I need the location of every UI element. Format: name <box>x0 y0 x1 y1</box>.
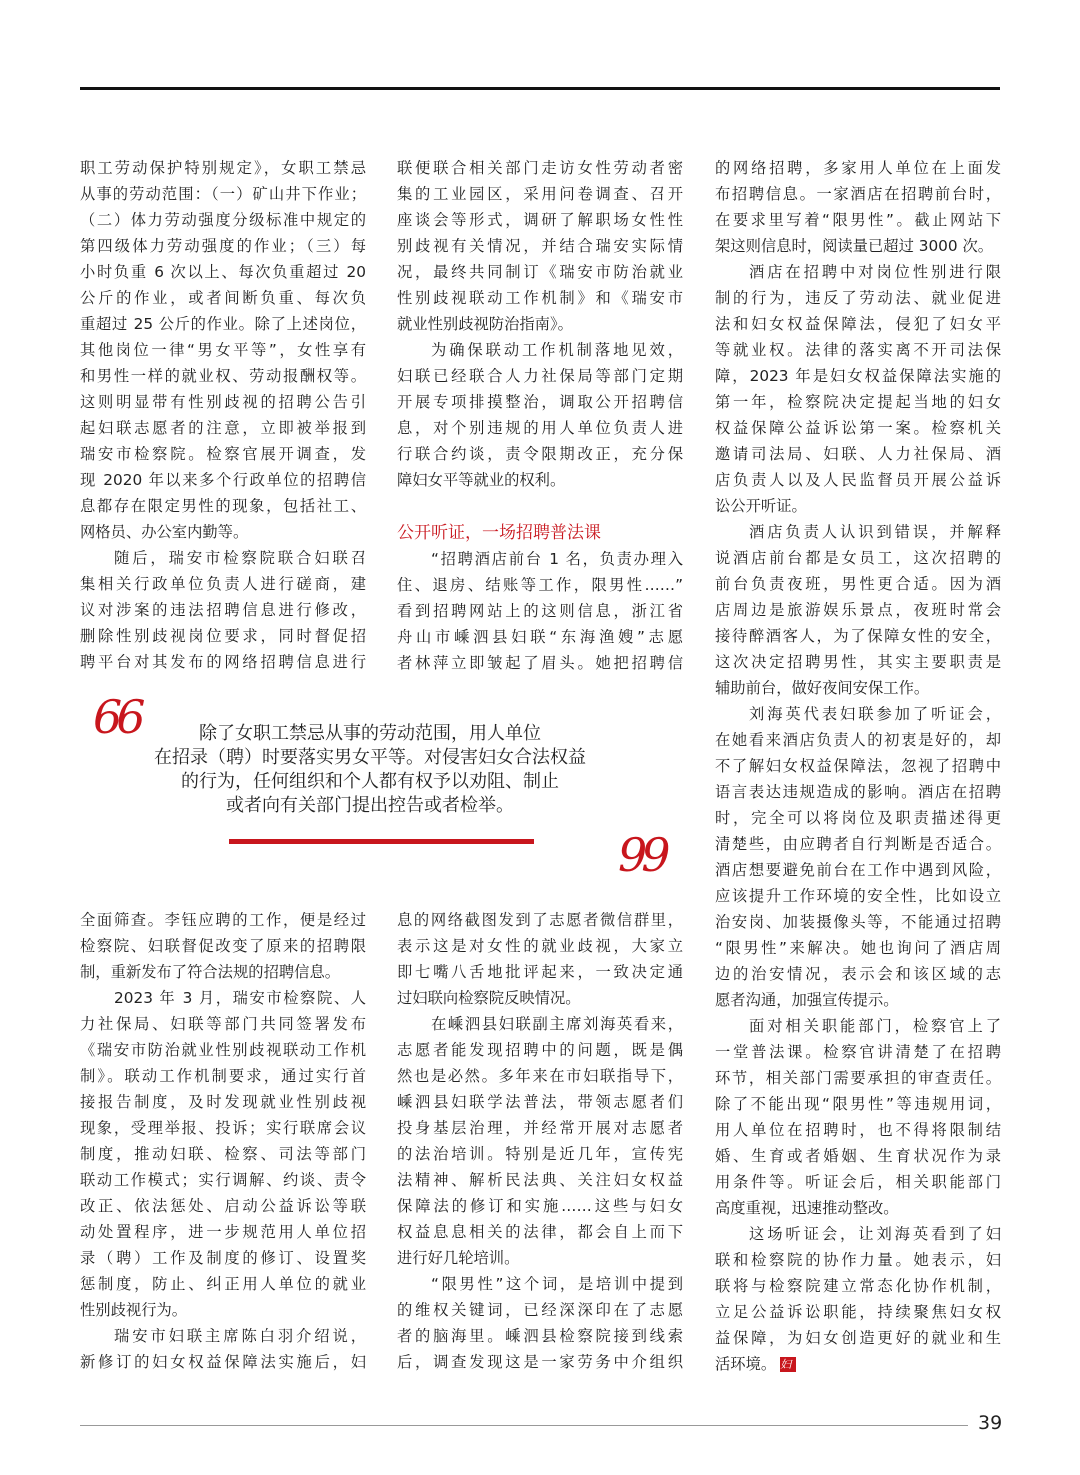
text-line <box>397 155 683 181</box>
paragraph <box>397 155 683 337</box>
text-line-content: 职工劳动保护特别规定》，女职工禁忌 <box>80 159 366 177</box>
text-line <box>397 1271 683 1297</box>
text-line <box>715 961 1001 987</box>
text-line <box>397 985 683 1011</box>
paragraph <box>715 1221 1001 1377</box>
text-line <box>80 959 366 985</box>
text-line-content: 从事的劳动范围：（一）矿山井下作业； <box>80 185 366 203</box>
text-line-content: 然也是必然。多年来在市妇联指导下， <box>397 1067 683 1085</box>
text-line-content: 语言表达违规造成的影响。酒店在招聘 <box>715 783 1001 801</box>
text-line <box>80 389 366 415</box>
text-line-content: 性别歧视行为。 <box>80 1301 188 1319</box>
text-line <box>80 519 366 545</box>
text-line-content: 制》。联动工作机制要求，通过实行首 <box>80 1067 366 1085</box>
text-line-content: 后，调查发现这是一家劳务中介组织 <box>397 1353 683 1371</box>
text-line-content: 布招聘信息。一家酒店在招聘前台时， <box>715 185 1001 203</box>
text-line <box>715 155 1001 181</box>
text-line <box>397 933 683 959</box>
text-line <box>80 571 366 597</box>
text-line <box>397 415 683 441</box>
text-line-content: 公斤的作业，或者间断负重、每次负 <box>80 289 366 307</box>
text-line <box>397 259 683 285</box>
text-line-content: 环节，相关部门需要承担的审查责任。 <box>715 1069 1001 1087</box>
paragraph <box>397 546 683 676</box>
text-line <box>715 441 1001 467</box>
text-line <box>397 624 683 650</box>
text-line-content: 2023 年 3 月，瑞安市检察院、人 <box>114 989 366 1007</box>
text-line-content: 用条件等。听证会后，相关职能部门 <box>715 1173 1001 1191</box>
text-line <box>397 1245 683 1271</box>
column-1-bottom <box>80 907 366 1375</box>
text-line <box>715 311 1001 337</box>
text-line <box>715 1273 1001 1299</box>
text-line <box>80 467 366 493</box>
page-number: 39 <box>978 1412 1003 1434</box>
text-line-content: 开展专项排摸整治，调取公开招聘信 <box>397 393 683 411</box>
text-line <box>715 883 1001 909</box>
text-line-content: 瑞安市检察院。检察官展开调查，发 <box>80 445 366 463</box>
text-line-content: 用人单位在招聘时，也不得将限制结 <box>715 1121 1001 1139</box>
open-quote-icon: 66 <box>93 690 140 744</box>
text-line <box>397 1037 683 1063</box>
text-line-content: 者的脑海里。嵊泗县检察院接到线索 <box>397 1327 683 1345</box>
text-line-content: 制的行为，违反了劳动法、就业促进 <box>715 289 1001 307</box>
text-line <box>397 598 683 624</box>
text-line-content: 法精神、解析民法典、关注妇女权益 <box>397 1171 683 1189</box>
text-line-content: 删除性别歧视岗位要求，同时督促招 <box>80 627 366 645</box>
text-line-content: 制，重新发布了符合法规的招聘信息。 <box>80 963 341 981</box>
pull-quote-divider <box>229 839 534 844</box>
text-line <box>715 363 1001 389</box>
text-line <box>397 650 683 676</box>
text-line <box>715 1143 1001 1169</box>
text-line <box>80 1167 366 1193</box>
text-line <box>715 1221 1001 1247</box>
text-line-content: 志愿者能发现招聘中的问题，既是偶 <box>397 1041 683 1059</box>
text-line-content: 权益息息相关的法律，都会自上而下 <box>397 1223 683 1241</box>
paragraph <box>397 1271 683 1375</box>
text-line <box>80 1349 366 1375</box>
text-line <box>397 1089 683 1115</box>
text-line <box>397 337 683 363</box>
text-line <box>715 545 1001 571</box>
text-line <box>715 857 1001 883</box>
text-line <box>715 935 1001 961</box>
text-line-content: 这次决定招聘男性，其实主要职责是 <box>715 653 1001 671</box>
text-line-content: 全面筛查。李钰应聘的工作，便是经过 <box>80 911 366 929</box>
text-line-content: 权益保障公益诉讼第一案。检察机关 <box>715 419 1001 437</box>
text-line-content: 妇联已经联合人力社保局等部门定期 <box>397 367 683 385</box>
text-line-content: 联和检察院的协作力量。她表示，妇 <box>715 1251 1001 1269</box>
text-line <box>715 571 1001 597</box>
text-line <box>397 546 683 572</box>
text-line <box>715 805 1001 831</box>
text-line-content: 况，最终共同制订《瑞安市防治就业 <box>397 263 683 281</box>
text-line-content: 第一年，检察院决定提起当地的妇女 <box>715 393 1001 411</box>
text-line <box>397 1323 683 1349</box>
text-line-content: 集的工业园区，采用问卷调查、召开 <box>397 185 683 203</box>
pull-quote-text <box>120 722 620 818</box>
text-line <box>397 1297 683 1323</box>
text-line <box>80 1219 366 1245</box>
pull-quote-line: 的行为，任何组织和个人都有权予以劝阻、制止 <box>181 771 559 792</box>
text-line <box>80 441 366 467</box>
text-line-content: 起妇联志愿者的注意，立即被举报到 <box>80 419 366 437</box>
text-line-content: 说酒店前台都是女员工，这次招聘的 <box>715 549 1001 567</box>
text-line-content: 重超过 25 公斤的作业。除了上述岗位， <box>80 315 366 333</box>
text-line <box>80 259 366 285</box>
text-line <box>80 1193 366 1219</box>
text-line <box>715 1351 1001 1377</box>
text-line-content: 活环境。 <box>715 1355 777 1373</box>
text-line-content: 就业性别歧视防治指南》。 <box>397 315 573 333</box>
text-line-content: 小时负重 6 次以上、每次负重超过 20 <box>80 263 366 281</box>
text-line-content: 为确保联动工作机制落地见效， <box>431 341 683 359</box>
top-rule <box>80 87 1000 90</box>
text-line <box>715 1039 1001 1065</box>
text-line <box>715 1325 1001 1351</box>
text-line-content: 面对相关职能部门，检察官上了 <box>749 1017 1001 1035</box>
text-line-content: 接报告制度，及时发现就业性别歧视 <box>80 1093 366 1111</box>
column-3 <box>715 155 1001 1377</box>
text-line-content: 除了不能出现“限男性”等违规用词， <box>715 1095 1001 1113</box>
close-quote-icon: 99 <box>618 828 665 882</box>
text-line <box>397 1219 683 1245</box>
text-line <box>397 467 683 493</box>
text-line-content: 联便联合相关部门走访女性劳动者密 <box>397 159 683 177</box>
text-line <box>80 649 366 675</box>
text-line <box>715 779 1001 805</box>
text-line <box>80 933 366 959</box>
pull-quote-line: 或者向有关部门提出控告或者检举。 <box>226 795 514 816</box>
text-line <box>397 1167 683 1193</box>
text-line <box>715 597 1001 623</box>
text-line-content: 酒店负责人认识到错误，并解释 <box>749 523 1001 541</box>
text-line-content: 力社保局、妇联等部门共同签署发布 <box>80 1015 366 1033</box>
text-line <box>80 1089 366 1115</box>
text-line-content: 息的网络截图发到了志愿者微信群里， <box>397 911 683 929</box>
text-line-content: 投身基层治理，并经常开展对志愿者 <box>397 1119 683 1137</box>
text-line <box>715 649 1001 675</box>
text-line-content: 刘海英代表妇联参加了听证会， <box>749 705 1001 723</box>
text-line-content: 邀请司法局、妇联、人力社保局、酒 <box>715 445 1001 463</box>
paragraph <box>715 1013 1001 1221</box>
text-line-content: 这场听证会，让刘海英看到了妇 <box>749 1225 1001 1243</box>
text-line <box>715 415 1001 441</box>
text-line <box>397 907 683 933</box>
text-line-content: 动处置程序，进一步规范用人单位招 <box>80 1223 366 1241</box>
text-line <box>80 155 366 181</box>
text-line <box>397 959 683 985</box>
text-line <box>715 701 1001 727</box>
text-line-content: 瑞安市妇联主席陈白羽介绍说， <box>114 1327 366 1345</box>
text-line-content: 婚、生育或者婚姻、生育状况作为录 <box>715 1147 1001 1165</box>
text-line-content: 过妇联向检察院反映情况。 <box>397 989 581 1007</box>
text-line-content: 看到招聘网站上的这则信息，浙江省 <box>397 602 683 620</box>
text-line <box>80 985 366 1011</box>
text-line-content: 进行好几轮培训。 <box>397 1249 520 1267</box>
text-line <box>715 1065 1001 1091</box>
text-line <box>80 207 366 233</box>
paragraph <box>80 907 366 985</box>
text-line <box>715 233 1001 259</box>
text-line <box>715 1091 1001 1117</box>
text-line <box>397 1349 683 1375</box>
text-line <box>80 181 366 207</box>
paragraph <box>397 907 683 1011</box>
text-line-content: 立足公益诉讼职能，持续聚焦妇女权 <box>715 1303 1001 1321</box>
text-line-content: 录（聘）工作及制度的修订、设置奖 <box>80 1249 366 1267</box>
text-line <box>715 909 1001 935</box>
text-line-content: 集相关行政单位负责人进行磋商，建 <box>80 575 366 593</box>
paragraph <box>715 701 1001 1013</box>
text-line <box>397 1011 683 1037</box>
text-line <box>80 337 366 363</box>
text-line-content: 时，完全可以将岗位及职责描述得更 <box>715 809 1001 827</box>
text-line-content: 障，2023 年是妇女权益保障法实施的 <box>715 367 1001 385</box>
text-line-content: 息都存在限定男性的现象，包括社工、 <box>80 497 366 515</box>
text-line <box>80 233 366 259</box>
text-line <box>397 441 683 467</box>
text-line <box>715 285 1001 311</box>
column-2-top <box>397 155 683 676</box>
text-line-content: 议对涉案的违法招聘信息进行修改， <box>80 601 366 619</box>
text-line <box>715 831 1001 857</box>
text-line-content: 住、退房、结账等工作，限男性……” <box>397 576 683 594</box>
text-line-content: 制度，推动妇联、检察、司法等部门 <box>80 1145 366 1163</box>
text-line-content: 现象，受理举报、投诉；实行联席会议 <box>80 1119 366 1137</box>
paragraph <box>80 1323 366 1375</box>
text-line-content: 其他岗位一律“男女平等”，女性享有 <box>80 341 366 359</box>
text-line <box>715 467 1001 493</box>
text-line-content: 讼公开听证。 <box>715 497 807 515</box>
text-line-content: 性别歧视联动工作机制》和《瑞安市 <box>397 289 683 307</box>
text-line <box>715 753 1001 779</box>
text-line <box>715 493 1001 519</box>
text-line-content: 清楚些，由应聘者自行判断是否适合。 <box>715 835 1001 853</box>
text-line-content: 联动工作模式；实行调解、约谈、责令 <box>80 1171 366 1189</box>
text-line <box>80 545 366 571</box>
paragraph <box>715 155 1001 259</box>
text-line <box>80 493 366 519</box>
text-line-content: 接待醉酒客人，为了保障女性的安全， <box>715 627 1001 645</box>
end-mark-logo-icon: 妇 <box>780 1357 796 1372</box>
paragraph <box>715 519 1001 701</box>
text-line <box>715 727 1001 753</box>
paragraph <box>397 337 683 493</box>
text-line <box>397 363 683 389</box>
paragraph <box>715 259 1001 519</box>
text-line-content: 别歧视有关情况，并结合瑞安实际情 <box>397 237 683 255</box>
text-line <box>715 623 1001 649</box>
text-line <box>397 181 683 207</box>
text-line-content: 高度重视，迅速推动整改。 <box>715 1199 899 1217</box>
text-line-content: 益保障，为妇女创造更好的就业和生 <box>715 1329 1001 1347</box>
text-line <box>715 1169 1001 1195</box>
text-line-content: 即七嘴八舌地批评起来，一致决定通 <box>397 963 683 981</box>
text-line-content: 联将与检察院建立常态化协作机制， <box>715 1277 1001 1295</box>
text-line-content: 辅助前台，做好夜间安保工作。 <box>715 679 930 697</box>
text-line <box>715 389 1001 415</box>
text-line <box>715 519 1001 545</box>
footer-rule <box>80 1425 968 1426</box>
text-line <box>80 1271 366 1297</box>
text-line <box>397 311 683 337</box>
text-line-content: 和男性一样的就业权、劳动报酬权等。 <box>80 367 366 385</box>
text-line-content: 息，对个别违规的用人单位负责人进 <box>397 419 683 437</box>
text-line-content: 表示这是对女性的就业歧视，大家立 <box>397 937 683 955</box>
text-line-content: 店周边是旅游娱乐景点，夜班时常会 <box>715 601 1001 619</box>
text-line-content: 网格员、办公室内勤等。 <box>80 523 249 541</box>
text-line-content: （二）体力劳动强度分级标准中规定的 <box>80 211 366 229</box>
text-line-content: 在要求里写着“限男性”。截止网站下 <box>715 211 1001 229</box>
text-line-content: 酒店在招聘中对岗位性别进行限 <box>749 263 1001 281</box>
text-line <box>80 415 366 441</box>
text-line-content: 现 2020 年以来多个行政单位的招聘信 <box>80 471 366 489</box>
text-line <box>80 363 366 389</box>
text-line <box>715 207 1001 233</box>
text-line-content: 不了解妇女权益保障法，忽视了招聘中 <box>715 757 1001 775</box>
text-line <box>715 1299 1001 1325</box>
section-heading: 公开听证，一场招聘普法课 <box>397 523 601 543</box>
text-line-content: 这则明显带有性别歧视的招聘公告引 <box>80 393 366 411</box>
text-line-content: 行联合约谈，责令限期改正，充分保 <box>397 445 683 463</box>
text-line <box>397 572 683 598</box>
text-line-content: 一堂普法课。检察官讲清楚了在招聘 <box>715 1043 1001 1061</box>
text-line <box>397 1141 683 1167</box>
text-line <box>715 181 1001 207</box>
text-line-content: 边的治安情况，表示会和该区域的志 <box>715 965 1001 983</box>
text-line <box>80 623 366 649</box>
text-line <box>715 1117 1001 1143</box>
text-line-content: 应该提升工作环境的安全性，比如设立 <box>715 887 1001 905</box>
text-line <box>397 1115 683 1141</box>
text-line-content: 第四级体力劳动强度的作业；（三）每 <box>80 237 366 255</box>
column-2-bottom <box>397 907 683 1375</box>
text-line <box>715 1247 1001 1273</box>
text-line <box>397 389 683 415</box>
text-line-content: “限男性”来解决。她也询问了酒店周 <box>715 939 1001 957</box>
text-line-content: 保障法的修订和实施……这些与妇女 <box>397 1197 683 1215</box>
paragraph <box>80 155 366 545</box>
text-line-content: 者林萍立即皱起了眉头。她把招聘信 <box>397 654 683 672</box>
text-line-content: 治安岗、加装摄像头等，不能通过招聘 <box>715 913 1001 931</box>
text-line-content: 前台负责夜班，男性更合适。因为酒 <box>715 575 1001 593</box>
text-line-content: 的网络招聘，多家用人单位在上面发 <box>715 159 1001 177</box>
text-line-content: 在她看来酒店负责人的初衷是好的，却 <box>715 731 1001 749</box>
text-line <box>715 259 1001 285</box>
text-line <box>397 1063 683 1089</box>
paragraph <box>80 545 366 675</box>
text-line <box>715 1013 1001 1039</box>
text-line-content: 惩制度，防止、纠正用人单位的就业 <box>80 1275 366 1293</box>
text-line <box>397 207 683 233</box>
text-line-content: 舟山市嵊泗县妇联“东海渔嫂”志愿 <box>397 628 683 646</box>
text-line-content: 架这则信息时，阅读量已超过 3000 次。 <box>715 237 994 255</box>
text-line <box>80 907 366 933</box>
text-line-content: 在嵊泗县妇联副主席刘海英看来， <box>431 1015 683 1033</box>
text-line <box>715 1195 1001 1221</box>
text-line-content: 《瑞安市防治就业性别歧视联动工作机 <box>80 1041 366 1059</box>
text-line-content: 店负责人以及人民监督员开展公益诉 <box>715 471 1001 489</box>
text-line-content: 改正、依法惩处、启动公益诉讼等联 <box>80 1197 366 1215</box>
text-line-content: 法和妇女权益保障法，侵犯了妇女平 <box>715 315 1001 333</box>
text-line-content: 聘平台对其发布的网络招聘信息进行 <box>80 653 366 671</box>
text-line <box>715 337 1001 363</box>
column-1-top <box>80 155 366 675</box>
text-line-content: 愿者沟通，加强宣传提示。 <box>715 991 899 1009</box>
text-line <box>80 1245 366 1271</box>
pull-quote-line: 在招录（聘）时要落实男女平等。对侵害妇女合法权益 <box>154 747 586 768</box>
paragraph <box>397 1011 683 1271</box>
paragraph <box>80 985 366 1323</box>
text-line <box>80 597 366 623</box>
text-line-content: 酒店想要避免前台在工作中遇到风险， <box>715 861 1001 879</box>
text-line <box>715 675 1001 701</box>
text-line <box>80 1011 366 1037</box>
text-line-content: 座谈会等形式，调研了解职场女性性 <box>397 211 683 229</box>
text-line <box>80 285 366 311</box>
text-line-content: 嵊泗县妇联学法普法，带领志愿者们 <box>397 1093 683 1111</box>
text-line <box>397 285 683 311</box>
text-line <box>80 1297 366 1323</box>
text-line-content: 等就业权。法律的落实离不开司法保 <box>715 341 1001 359</box>
text-line-content: 的法治培训。特别是近几年，宣传宪 <box>397 1145 683 1163</box>
text-line-content: 检察院、妇联督促改变了原来的招聘限 <box>80 937 366 955</box>
text-line <box>80 1323 366 1349</box>
text-line <box>80 1115 366 1141</box>
text-line <box>80 311 366 337</box>
pull-quote-line: 除了女职工禁忌从事的劳动范围，用人单位 <box>199 723 541 744</box>
text-line-content: 新修订的妇女权益保障法实施后，妇 <box>80 1353 366 1371</box>
text-line-content: “招聘酒店前台 1 名，负责办理入 <box>431 550 683 568</box>
text-line <box>397 233 683 259</box>
text-line <box>715 987 1001 1013</box>
text-line-content: 的维权关键词，已经深深印在了志愿 <box>397 1301 683 1319</box>
text-line <box>80 1037 366 1063</box>
text-line-content: 障妇女平等就业的权利。 <box>397 471 566 489</box>
text-line-content: 随后，瑞安市检察院联合妇联召 <box>114 549 366 567</box>
text-line <box>80 1063 366 1089</box>
text-line <box>397 1193 683 1219</box>
text-line <box>80 1141 366 1167</box>
text-line-content: “限男性”这个词，是培训中提到 <box>431 1275 683 1293</box>
